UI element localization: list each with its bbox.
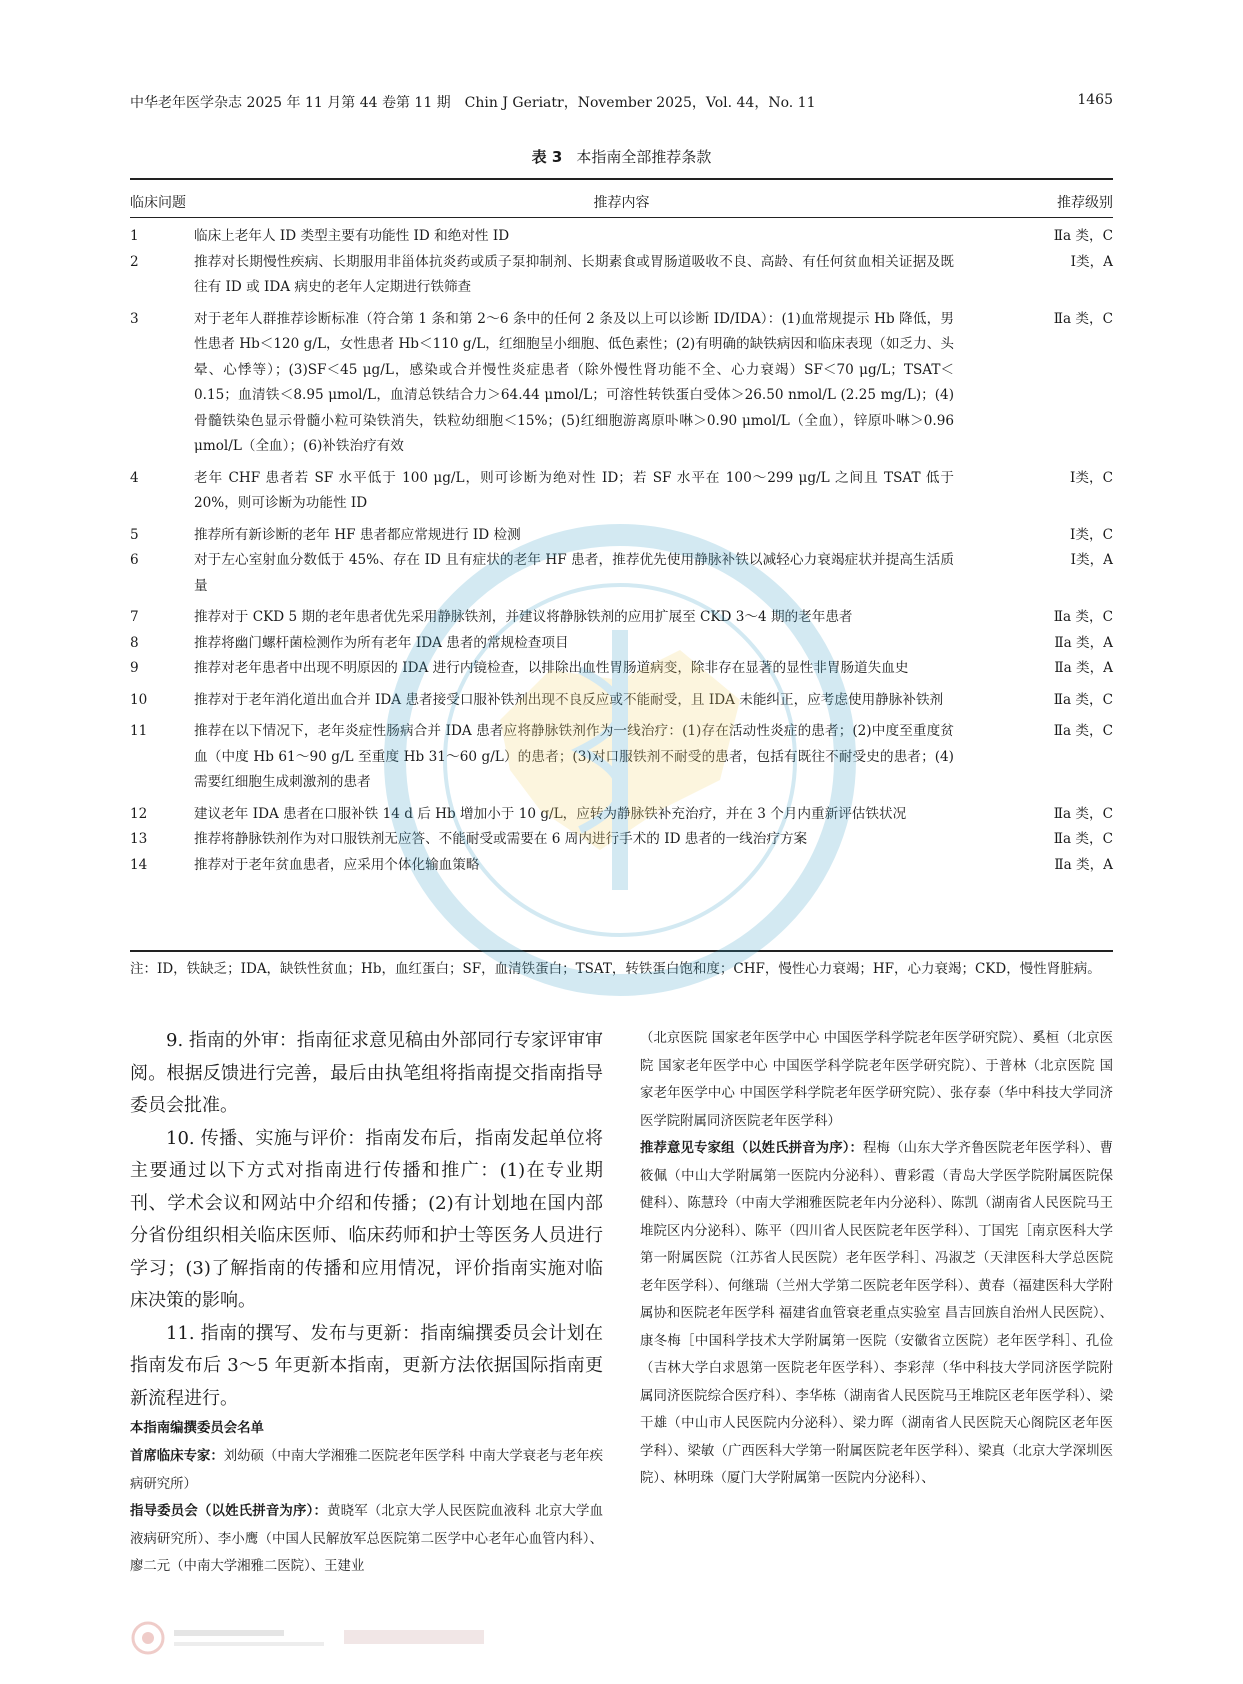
row-number: 3 — [130, 310, 139, 327]
table-header-rule — [130, 217, 1113, 218]
expert-group-paragraph — [640, 1135, 1113, 1493]
running-header — [130, 92, 1113, 116]
row-number: 6 — [130, 552, 139, 568]
table-row — [130, 605, 1113, 631]
row-grade: Ⅱa 类，C — [1053, 228, 1113, 244]
table-row — [130, 827, 1113, 853]
page-number: 1465 — [1077, 92, 1113, 108]
row-number: 9 — [130, 660, 139, 676]
row-grade: Ⅰ类，A — [1070, 552, 1113, 568]
row-grade: Ⅰ类，C — [1070, 469, 1113, 486]
column-header-question: 临床问题 — [130, 195, 186, 211]
table-row — [130, 631, 1113, 657]
table-title: 本指南全部推荐条款 — [576, 148, 712, 166]
table-body — [130, 224, 1113, 878]
steering-committee-text: 黄晓军（北京大学人民医院血液科 北京大学血液病研究所）、李小鹰（中国人民解放军总医院第二医学中心老年心血管内科）、廖二元（中南大学湘雅二医院）、王建业 — [130, 1504, 603, 1574]
row-content: 推荐对于老年消化道出血合并 IDA 患者接受口服补铁剂出现不良反应或不能耐受，且 IDA 未能纠正，应考虑使用静脉补铁剂 — [194, 691, 944, 708]
row-content: 建议老年 IDA 患者在口服补铁 14 d 后 Hb 增加小于 10 g/L，应转为静脉铁补充治疗，并在 3 个月内重新评估铁状况 — [194, 805, 907, 822]
row-grade: Ⅱa 类，C — [1053, 831, 1113, 847]
table-label: 表 3 — [531, 148, 563, 166]
steering-committee-continued: （北京医院 国家老年医学中心 中国医学科学院老年医学研究院）、奚桓（北京医院 国家老年医学中心 中国医学科学院老年医学研究院）、于普林（北京医院 国家老年医学中心 中国医学科学院老年医学研究院）、张存泰（华中科技大学同济医学院附属同济医院老年医学科） — [640, 1031, 1113, 1129]
row-grade: Ⅱa 类，C — [1053, 609, 1113, 625]
section-external-review: 9. 指南的外审：指南征求意见稿由外部同行专家评审审阅。根据反馈进行完善，最后由执笔组将指南提交指南指导委员会批准。 — [130, 1030, 603, 1116]
chief-expert-label: 首席临床专家： — [130, 1449, 224, 1464]
row-number: 7 — [130, 609, 139, 625]
table-row — [130, 224, 1113, 250]
section-dissemination: 10. 传播、实施与评价：指南发布后，指南发起单位将主要通过以下方式对指南进行传播和推广：(1)在专业期刊、学术会议和网站中介绍和传播；(2)有计划地在国内部分省份组织相关临床医师、临床药师和护士等医务人员进行学习；(3)了解指南的传播和应用情况，评价指南实施对临床决策的影响。 — [130, 1127, 603, 1311]
row-number: 5 — [130, 526, 139, 543]
row-number: 2 — [130, 253, 139, 270]
row-grade: Ⅱa 类，C — [1053, 805, 1113, 822]
table-row — [130, 853, 1113, 879]
right-column — [640, 1025, 1113, 1493]
chief-expert-text: 刘幼硕（中南大学湘雅二医院老年医学科 中南大学衰老与老年疾病研究所） — [130, 1449, 603, 1492]
publisher-logo-watermark — [130, 1620, 510, 1656]
row-content: 推荐所有新诊断的老年 HF 患者都应常规进行 ID 检测 — [194, 526, 521, 543]
row-grade: Ⅱa 类，C — [1053, 723, 1113, 739]
row-number: 11 — [130, 723, 148, 739]
table-row — [130, 548, 1113, 599]
row-content: 对于老年人群推荐诊断标准（符合第 1 条和第 2～6 条中的任何 2 条及以上可以诊断 ID/IDA）：(1)血常规提示 Hb 降低，男性患者 Hb＜120 g/L，女性患者 Hb＜110 g/L，红细胞呈小细胞、低色素性；(2)有明确的缺铁病因和临床表现（如乏力、头晕、心悸等）；(3)SF＜45 μg/L，感染或合并慢性炎症患者（除外慢性肾功能不全、心力衰竭）SF＜70 μg/L；TSAT＜0.15；血清铁＜8.95 μmol/L，血清总铁结合力＞64.44 μmol/L；可溶性转铁蛋白受体＞26.50 nmol/L (2.25 mg/L)；(4)骨髓铁染色显示骨髓小粒可染铁消失，铁粒幼细胞＜15%；(5)红细胞游离原卟啉＞0.90 μmol/L（全血），锌原卟啉＞0.96 μmol/L（全血）；(6)补铁治疗有效 — [194, 310, 954, 454]
row-grade: Ⅱa 类，C — [1053, 310, 1113, 327]
row-number: 1 — [130, 228, 139, 244]
table-row — [130, 719, 1113, 796]
table-row — [130, 802, 1113, 828]
row-grade: Ⅰ类，C — [1070, 526, 1113, 543]
row-content: 推荐对于老年贫血患者，应采用个体化输血策略 — [194, 856, 480, 873]
row-content: 推荐对老年患者中出现不明原因的 IDA 进行内镜检查，以排除出血性胃肠道病变，除非存在显著的显性非胃肠道失血史 — [194, 660, 909, 676]
row-number: 10 — [130, 691, 148, 708]
expert-group-label: 推荐意见专家组（以姓氏拼音为序）： — [640, 1141, 864, 1156]
row-content: 对于左心室射血分数低于 45%、存在 ID 且有症状的老年 HF 患者，推荐优先使用静脉补铁以减轻心力衰竭症状并提高生活质量 — [194, 552, 954, 594]
row-grade: Ⅱa 类，C — [1053, 691, 1113, 708]
table-row — [130, 307, 1113, 460]
chief-expert-paragraph — [130, 1443, 603, 1498]
row-grade: Ⅱa 类，A — [1054, 660, 1113, 676]
row-grade: Ⅰ类，A — [1070, 253, 1113, 270]
row-number: 8 — [130, 634, 139, 651]
table-caption — [130, 146, 1113, 167]
row-content: 老年 CHF 患者若 SF 水平低于 100 μg/L，则可诊断为绝对性 ID；若 SF 水平在 100～299 μg/L 之间且 TSAT 低于 20%，则可诊断为功能性 ID — [194, 469, 954, 511]
row-grade: Ⅱa 类，A — [1054, 634, 1113, 651]
row-content: 推荐对长期慢性疾病、长期服用非甾体抗炎药或质子泵抑制剂、长期素食或胃肠道吸收不良、高龄、有任何贫血相关证据及既往有 ID 或 IDA 病史的老年人定期进行铁筛查 — [194, 253, 954, 295]
table-row — [130, 688, 1113, 714]
row-content: 推荐将静脉铁剂作为对口服铁剂无应答、不能耐受或需要在 6 周内进行手术的 ID 患者的一线治疗方案 — [194, 831, 808, 847]
table-row — [130, 250, 1113, 301]
journal-citation: 中华老年医学杂志 2025 年 11 月第 44 卷第 11 期 Chin J Geriatr，November 2025，Vol. 44，No. 11 — [130, 95, 816, 111]
table-row — [130, 656, 1113, 682]
row-number: 13 — [130, 831, 148, 847]
committee-heading: 本指南编撰委员会名单 — [130, 1421, 264, 1436]
steering-committee-label: 指导委员会（以姓氏拼音为序）： — [130, 1504, 328, 1519]
table-bottom-rule — [130, 950, 1113, 952]
table-top-rule — [130, 178, 1113, 180]
row-content: 临床上老年人 ID 类型主要有功能性 ID 和绝对性 ID — [194, 228, 510, 244]
table-footnote: 注：ID，铁缺乏；IDA，缺铁性贫血；Hb，血红蛋白；SF，血清铁蛋白；TSAT，转铁蛋白饱和度；CHF，慢性心力衰竭；HF，心力衰竭；CKD，慢性肾脏病。 — [130, 961, 1101, 977]
steering-committee-paragraph — [130, 1498, 603, 1581]
row-number: 4 — [130, 469, 139, 486]
row-number: 14 — [130, 856, 148, 873]
table-row — [130, 523, 1113, 549]
row-number: 12 — [130, 805, 148, 822]
expert-group-text: 程梅（山东大学齐鲁医院老年医学科）、曹筱佩（中山大学附属第一医院内分泌科）、曹彩霞（青岛大学医学院附属医院保健科）、陈慧玲（中南大学湘雅医院老年内分泌科）、陈凯（湖南省人民医院马王堆院区内分泌科）、陈平（四川省人民医院老年医学科）、丁国宪［南京医科大学第一附属医院（江苏省人民医院）老年医学科］、冯淑芝（天津医科大学总医院老年医学科）、何继瑞（兰州大学第二医院老年医学科）、黄春（福建医科大学附属协和医院老年医学科 福建省血管衰老重点实验室 昌吉回族自治州人民医院）、康冬梅［中国科学技术大学附属第一医院（安徽省立医院）老年医学科］、孔俭（吉林大学白求恩第一医院老年医学科）、李彩萍（华中科技大学同济医学院附属同济医院综合医疗科）、李华栋（湖南省人民医院马王堆院区老年医学科）、梁干雄（中山市人民医院内分泌科）、梁力晖（湖南省人民医院天心阁院区老年医学科）、梁敏（广西医科大学第一附属医院老年医学科）、梁真（北京大学深圳医院）、林明珠（厦门大学附属第一医院内分泌科）、 — [640, 1141, 1113, 1486]
table-row — [130, 466, 1113, 517]
row-content: 推荐将幽门螺杆菌检测作为所有老年 IDA 患者的常规检查项目 — [194, 634, 569, 651]
row-content: 推荐对于 CKD 5 期的老年患者优先采用静脉铁剂，并建议将静脉铁剂的应用扩展至 CKD 3～4 期的老年患者 — [194, 609, 853, 625]
row-grade: Ⅱa 类，A — [1054, 856, 1113, 873]
column-header-content: 推荐内容 — [593, 195, 650, 211]
left-column — [130, 1025, 603, 1581]
section-update: 11. 指南的撰写、发布与更新：指南编撰委员会计划在指南发布后 3～5 年更新本指南，更新方法依据国际指南更新流程进行。 — [130, 1322, 603, 1409]
row-content: 推荐在以下情况下，老年炎症性肠病合并 IDA 患者应将静脉铁剂作为一线治疗：(1)存在活动性炎症的患者；(2)中度至重度贫血（中度 Hb 61～90 g/L 至重度 Hb 31～60 g/L）的患者；(3)对口服铁剂不耐受的患者，包括有既往不耐受史的患者；(4)需要红细胞生成刺激剂的患者 — [194, 723, 954, 790]
column-header-grade: 推荐级别 — [1057, 195, 1113, 211]
